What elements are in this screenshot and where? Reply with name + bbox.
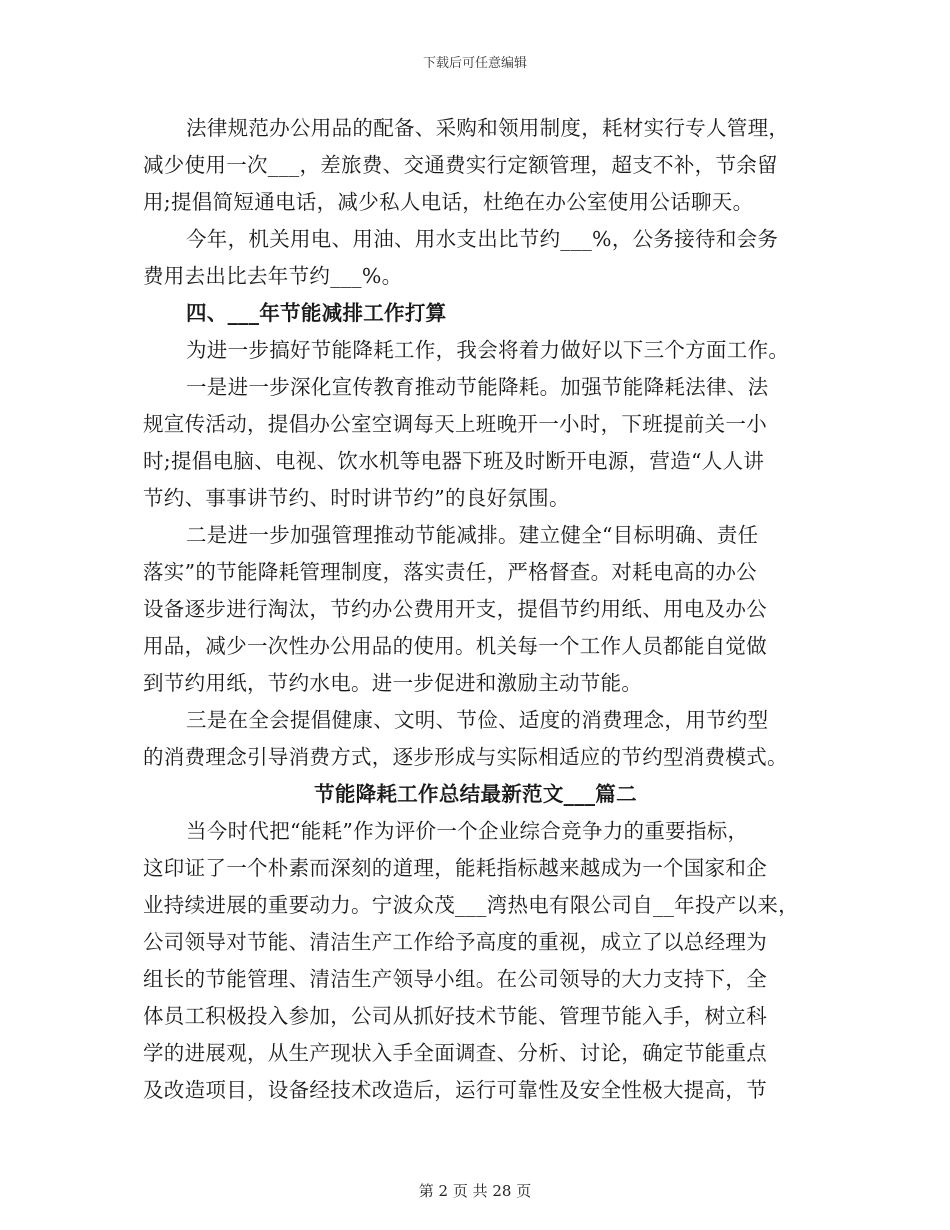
text-line: 组长的节能管理、清洁生产领导小组。在公司领导的大力支持下，全 xyxy=(143,967,767,991)
text-line: 当今时代把“能耗”作为评价一个企业综合竞争力的重要指标， xyxy=(186,819,749,843)
text-line: 设备逐步进行淘汰，节约办公费用开支，提倡节约用纸、用电及办公 xyxy=(143,597,767,621)
text-line: 一是进一步深化宣传教育推动节能降耗。加强节能降耗法律、法 xyxy=(186,375,769,399)
text-line: 二是进一步加强管理推动节能减排。建立健全“目标明确、责任 xyxy=(186,523,759,547)
page-footer: 第 2 页 共 28 页 xyxy=(418,1182,532,1200)
page-header: 下载后可任意编辑 xyxy=(422,56,527,71)
text-line: 节约、事事讲节约、时时讲节约”的良好氛围。 xyxy=(143,486,570,510)
document-body xyxy=(143,110,808,1109)
text-line: 法律规范办公用品的配备、采购和领用制度，耗材实行专人管理， xyxy=(186,116,790,140)
text-line: 到节约用纸，节约水电。进一步促进和激励主动节能。 xyxy=(143,671,643,695)
text-line: 的消费理念引导消费方式，逐步形成与实际相适应的节约型消费模式。 xyxy=(143,745,788,769)
section-heading: 四、___年节能减排工作打算 xyxy=(186,301,447,325)
text-line: 费用去出比去年节约___%。 xyxy=(143,264,403,288)
text-line: 为进一步搞好节能降耗工作，我会将着力做好以下三个方面工作。 xyxy=(186,338,790,362)
text-line: 减少使用一次___，差旅费、交通费实行定额管理，超支不补，节余留 xyxy=(143,153,778,177)
text-line: 规宣传活动，提倡办公室空调每天上班晚开一小时，下班提前关一小 xyxy=(143,412,767,436)
text-line: 及改造项目，设备经技术改造后，运行可靠性及安全性极大提高，节 xyxy=(143,1078,767,1102)
text-line: 今年，机关用电、用油、用水支出比节约___%，公务接待和会务 xyxy=(186,227,779,251)
section-title: 节能降耗工作总结最新范文___篇二 xyxy=(314,782,637,806)
text-line: 业持续进展的重要动力。宁波众茂___湾热电有限公司自__年投产以来， xyxy=(143,893,799,917)
text-line: 时;提倡电脑、电视、饮水机等电器下班及时断开电源，营造“人人讲 xyxy=(143,449,765,473)
text-line: 用品，减少一次性办公用品的使用。机关每一个工作人员都能自觉做 xyxy=(143,634,767,658)
text-line: 公司领导对节能、清洁生产工作给予高度的重视，成立了以总经理为 xyxy=(143,930,767,954)
text-line: 三是在全会提倡健康、文明、节俭、适度的消费理念，用节约型 xyxy=(186,708,769,732)
text-line: 用;提倡简短通电话，减少私人电话，杜绝在办公室使用公话聊天。 xyxy=(143,190,754,214)
text-line: 这印证了一个朴素而深刻的道理，能耗指标越来越成为一个国家和企 xyxy=(143,856,767,880)
text-line: 学的进展观，从生产现状入手全面调查、分析、讨论，确定节能重点 xyxy=(143,1041,767,1065)
text-line: 体员工积极投入参加，公司从抓好技术节能、管理节能入手，树立科 xyxy=(143,1004,767,1028)
text-line: 落实”的节能降耗管理制度，落实责任，严格督查。对耗电高的办公 xyxy=(143,560,757,584)
